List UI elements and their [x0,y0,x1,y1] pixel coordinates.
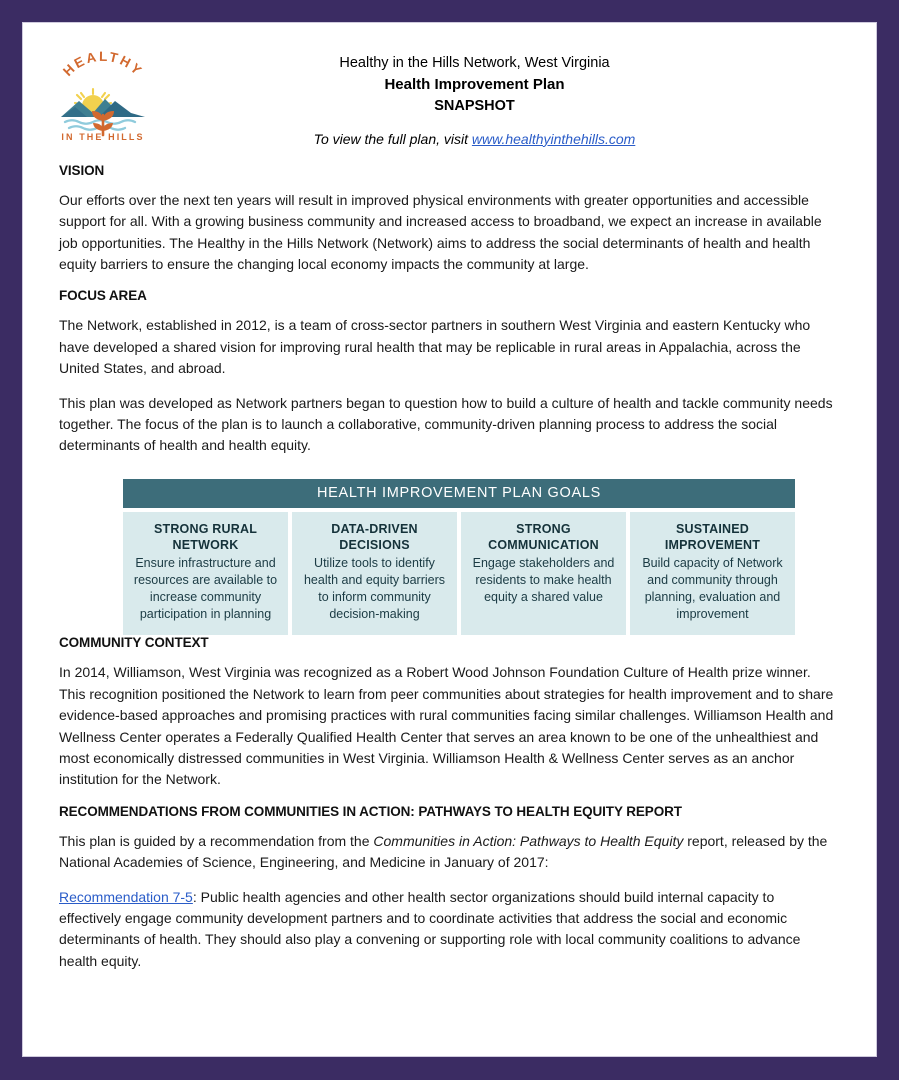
goal-title: STRONG COMMUNICATION [488,521,599,553]
healthy-in-the-hills-logo [53,45,153,141]
recommendations-intro-part2: report, released by the National Academies of Science, Engineering, and Medicine in January of 2017: [59,832,828,871]
recommendation-7-5-body: : Public health agencies and other health sector organizations should build internal capacity to effectively engage community development partners and to coordinate activities that address the social and economic determinants of health. They should also play a convening or supporting role with local community coalitions to advance health equity. [59,888,801,969]
goal-cell-data-driven-decisions [292,512,457,636]
goal-cell-strong-communication [461,512,626,636]
goal-cell-strong-rural-network [123,512,288,636]
recommendation-7-5-link[interactable]: Recommendation 7-5 [59,888,193,905]
document-page [22,22,877,1057]
vision-paragraph: Our efforts over the next ten years will result in improved physical environments with greater opportunities and accessible support for all. With a growing business community and increased access to broadband, we expect an increase in available job opportunities. The Healthy in the Hills Network (Network) aims to address the social determinants of health and health equity barriers to ensure the changing local economy impacts the community at large. [59,191,822,272]
goal-title: STRONG RURAL NETWORK [153,521,258,553]
header-org-line: Healthy in the Hills Network, West Virginia [339,55,610,71]
goals-table [123,479,795,636]
report-title-italic: Communities in Action: Pathways to Health Equity [373,832,684,849]
header-title-block [153,45,846,147]
vision-heading: VISION [59,162,105,178]
document-body [53,163,846,972]
focus-area-paragraph-1: The Network, established in 2012, is a team of cross-sector partners in southern West Virginia and eastern Kentucky who have developed a shared vision for improving rural health that may be replicable in rural areas in Appalachia, across the United States, and abroad. [59,317,811,377]
goal-description: Engage stakeholders and residents to make health equity a shared value [472,555,615,605]
document-header [53,35,846,147]
focus-area-heading: FOCUS AREA [59,288,147,304]
header-plan-title: Health Improvement Plan [384,76,565,94]
visit-prefix-text: To view the full plan, visit [313,130,472,147]
recommendations-heading: RECOMMENDATIONS FROM COMMUNITIES IN ACTION: PATHWAYS TO HEALTH EQUITY REPORT [59,803,682,819]
goals-table-header: HEALTH IMPROVEMENT PLAN GOALS [123,479,795,508]
goals-table-row [123,512,795,636]
header-visit-line [153,131,796,147]
goal-title: DATA-DRIVEN DECISIONS [331,521,418,553]
healthyinthehills-website-link[interactable]: www.healthyinthehills.com [471,130,636,147]
goal-description: Utilize tools to identify health and equity barriers to inform community decision-making [303,555,446,622]
goal-cell-sustained-improvement [630,512,795,636]
goal-description: Ensure infrastructure and resources are available to increase community participation in planning [133,555,278,622]
goal-title: SUSTAINED IMPROVEMENT [664,521,761,553]
health-improvement-plan-goals-section [59,479,840,636]
recommendations-intro-part1: This plan is guided by a recommendation from the [59,832,374,849]
svg-text:HEALTHY: HEALTHY [60,49,146,80]
logo-bottom-text: IN THE HILLS [61,132,145,141]
recommendation-7-5-paragraph [59,887,840,973]
focus-area-paragraph-2: This plan was developed as Network partners began to question how to build a culture of health and tackle community needs together. The focus of the plan is to launch a collaborative, community-driven planning process to address the social determinants of health and health equity. [59,394,833,454]
goal-description: Build capacity of Network and community through planning, evaluation and improvement [642,555,783,622]
community-context-paragraph: In 2014, Williamson, West Virginia was recognized as a Robert Wood Johnson Foundation Culture of Health prize winner. This recognition positioned the Network to learn from peer communities about strategies for health improvement and to share evidence-based approaches and promising practices with rural communities facing similar challenges. Williamson Health and Wellness Center operates a Federally Qualified Health Center that serves an area known to be one of the unhealthiest and most economically distressed communities in West Virginia. Williamson Health & Wellness Center serves as an anchor institution for the Network. [59,664,834,788]
community-context-heading: COMMUNITY CONTEXT [59,635,209,651]
header-snapshot-label: SNAPSHOT [434,97,515,114]
recommendations-intro-paragraph [59,831,840,874]
logo-svg [53,49,153,141]
